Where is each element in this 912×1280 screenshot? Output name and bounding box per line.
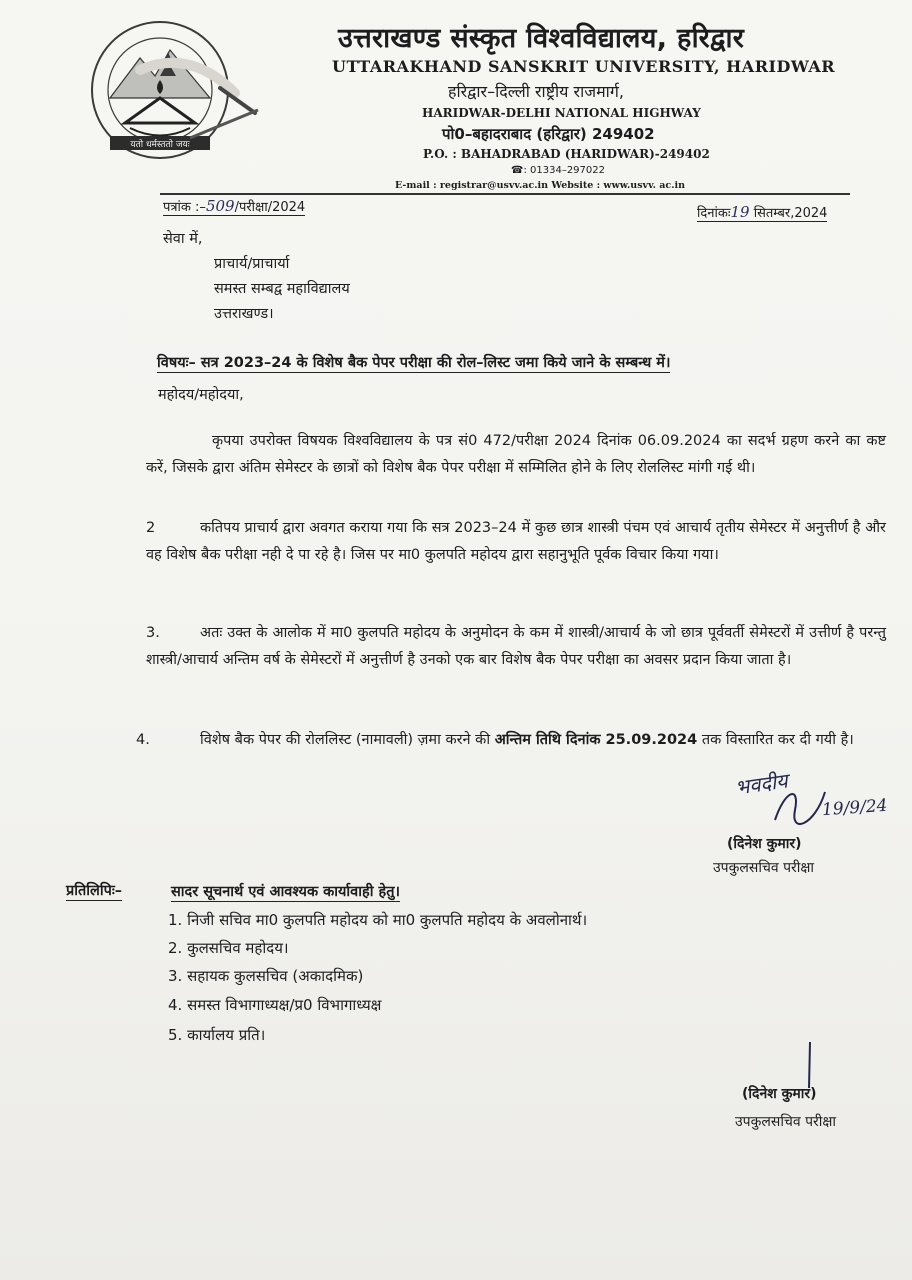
paragraph-4-number: 4. bbox=[136, 732, 150, 748]
paragraph-2: कतिपय प्राचार्य द्वारा अवगत कराया गया कि सत्र 2023–24 में कुछ छात्र शास्त्री पंचम एवं आचार्य तृतीय सेमेस्टर में अनुत्तीर्ण है और वह विशेष बैक परीक्षा नही दे पा रहे है। जिस पर मा0 कुलपति महोदय द्वारा सहानुभूति पूर्वक विचार किया गया। bbox=[146, 520, 886, 563]
phone-number: ☎: 01334–297022 bbox=[511, 165, 605, 176]
handwritten-ref-number: 509 bbox=[205, 197, 235, 215]
letterhead-divider bbox=[160, 193, 850, 195]
copy-purpose: सादर सूचनार्थ एवं आवश्यक कार्यावाही हेतु। bbox=[171, 881, 400, 902]
copy-item-1: 1. निजी सचिव मा0 कुलपति महोदय को मा0 कुलपति महोदय के अवलोनार्थ। bbox=[168, 911, 588, 929]
handwritten-date-day: 19 bbox=[730, 203, 750, 221]
reference-number: पत्रांक :–509/परीक्षा/2024 bbox=[163, 197, 306, 215]
copy-item-3: 3. सहायक कुलसचिव (अकादमिक) bbox=[168, 967, 364, 985]
copy-to-label: प्रतिलिपिः– bbox=[66, 880, 122, 901]
handwritten-closing: भवदीय bbox=[733, 768, 790, 800]
copy-signatory-name: (दिनेश कुमार) bbox=[742, 1086, 817, 1102]
recipient-line-1: प्राचार्य/प्राचार्या bbox=[214, 256, 290, 272]
copy-item-4: 4. समस्त विभागाध्यक्ष/प्र0 विभागाध्यक्ष bbox=[168, 996, 382, 1014]
paragraph-3: अतः उक्त के आलोक में मा0 कुलपति महोदय के अनुमोदन के कम में शास्त्री/आचार्य के जो छात्र पूर्ववर्ती सेमेस्टरों में उत्तीर्ण है परन्तु शास्त्री/आचार्य अन्तिम वर्ष के सेमेस्टरों में अनुत्तीर्ण है उनको एक बार विशेष बैक पेपर परीक्षा का अवसर प्रदान किया जाता है। bbox=[146, 625, 886, 668]
copy-item-2: 2. कुलसचिव महोदय। bbox=[168, 939, 289, 957]
salutation: महोदय/महोदया, bbox=[158, 387, 244, 403]
university-name-hindi: उत्तराखण्ड संस्कृत विश्वविद्यालय, हरिद्वार bbox=[338, 23, 745, 54]
signature-date: 19/9/24 bbox=[821, 795, 889, 821]
email-website: E-mail : registrar@usvv.ac.in Website : www.usvv. ac.in bbox=[395, 180, 686, 191]
subject-line: विषयः– सत्र 2023–24 के विशेष बैक पेपर परीक्षा की रोल–लिस्ट जमा किये जाने के सम्बन्ध में। bbox=[157, 352, 670, 373]
copy-signatory-title: उपकुलसचिव परीक्षा bbox=[735, 1114, 837, 1130]
to-label: सेवा में, bbox=[163, 231, 203, 247]
logo-motto: यतो धर्मस्ततो जयः bbox=[130, 140, 190, 150]
post-office-hindi: पो0–बहादराबाद (हरिद्वार) 249402 bbox=[442, 125, 655, 143]
recipient-line-2: समस्त सम्बद्व महाविद्यालय bbox=[214, 281, 350, 297]
signatory-name: (दिनेश कुमार) bbox=[727, 836, 802, 852]
copy-item-5: 5. कार्यालय प्रति। bbox=[168, 1026, 266, 1044]
address-hindi: हरिद्वार–दिल्ली राष्ट्रीय राजमार्ग, bbox=[448, 82, 624, 101]
signatory-title: उपकुलसचिव परीक्षा bbox=[713, 860, 815, 876]
post-office-english: P.O. : BAHADRABAD (HARIDWAR)-249402 bbox=[423, 147, 710, 161]
initial-mark bbox=[800, 1040, 820, 1090]
paragraph-2-number: 2 bbox=[146, 520, 156, 536]
letter-date: दिनांकः19 सितम्बर,2024 bbox=[697, 203, 828, 221]
university-name-english: UTTARAKHAND SANSKRIT UNIVERSITY, HARIDWAR bbox=[332, 57, 836, 76]
paragraph-4: विशेष बैक पेपर की रोललिस्ट (नामावली) ज़मा करने की अन्तिम तिथि दिनांक 25.09.2024 तक विस्तारित कर दी गयी है। bbox=[200, 732, 854, 748]
recipient-line-3: उत्तराखण्ड। bbox=[214, 306, 274, 322]
deadline-text: अन्तिम तिथि दिनांक 25.09.2024 bbox=[494, 732, 698, 748]
paragraph-3-number: 3. bbox=[146, 625, 160, 641]
paragraph-1: कृपया उपरोक्त विषयक विश्वविद्यालय के पत्र सं0 472/परीक्षा 2024 दिनांक 06.09.2024 का सदर्भ ग्रहण करने का कष्ट करें, जिसके द्वारा अंतिम सेमेस्टर के छात्रों को विशेष बैक पेपर परीक्षा में सम्मिलित होने के लिए रोललिस्ट मांगी गई थी। bbox=[146, 433, 886, 476]
university-logo bbox=[70, 18, 260, 168]
address-english: HARIDWAR-DELHI NATIONAL HIGHWAY bbox=[422, 106, 701, 120]
